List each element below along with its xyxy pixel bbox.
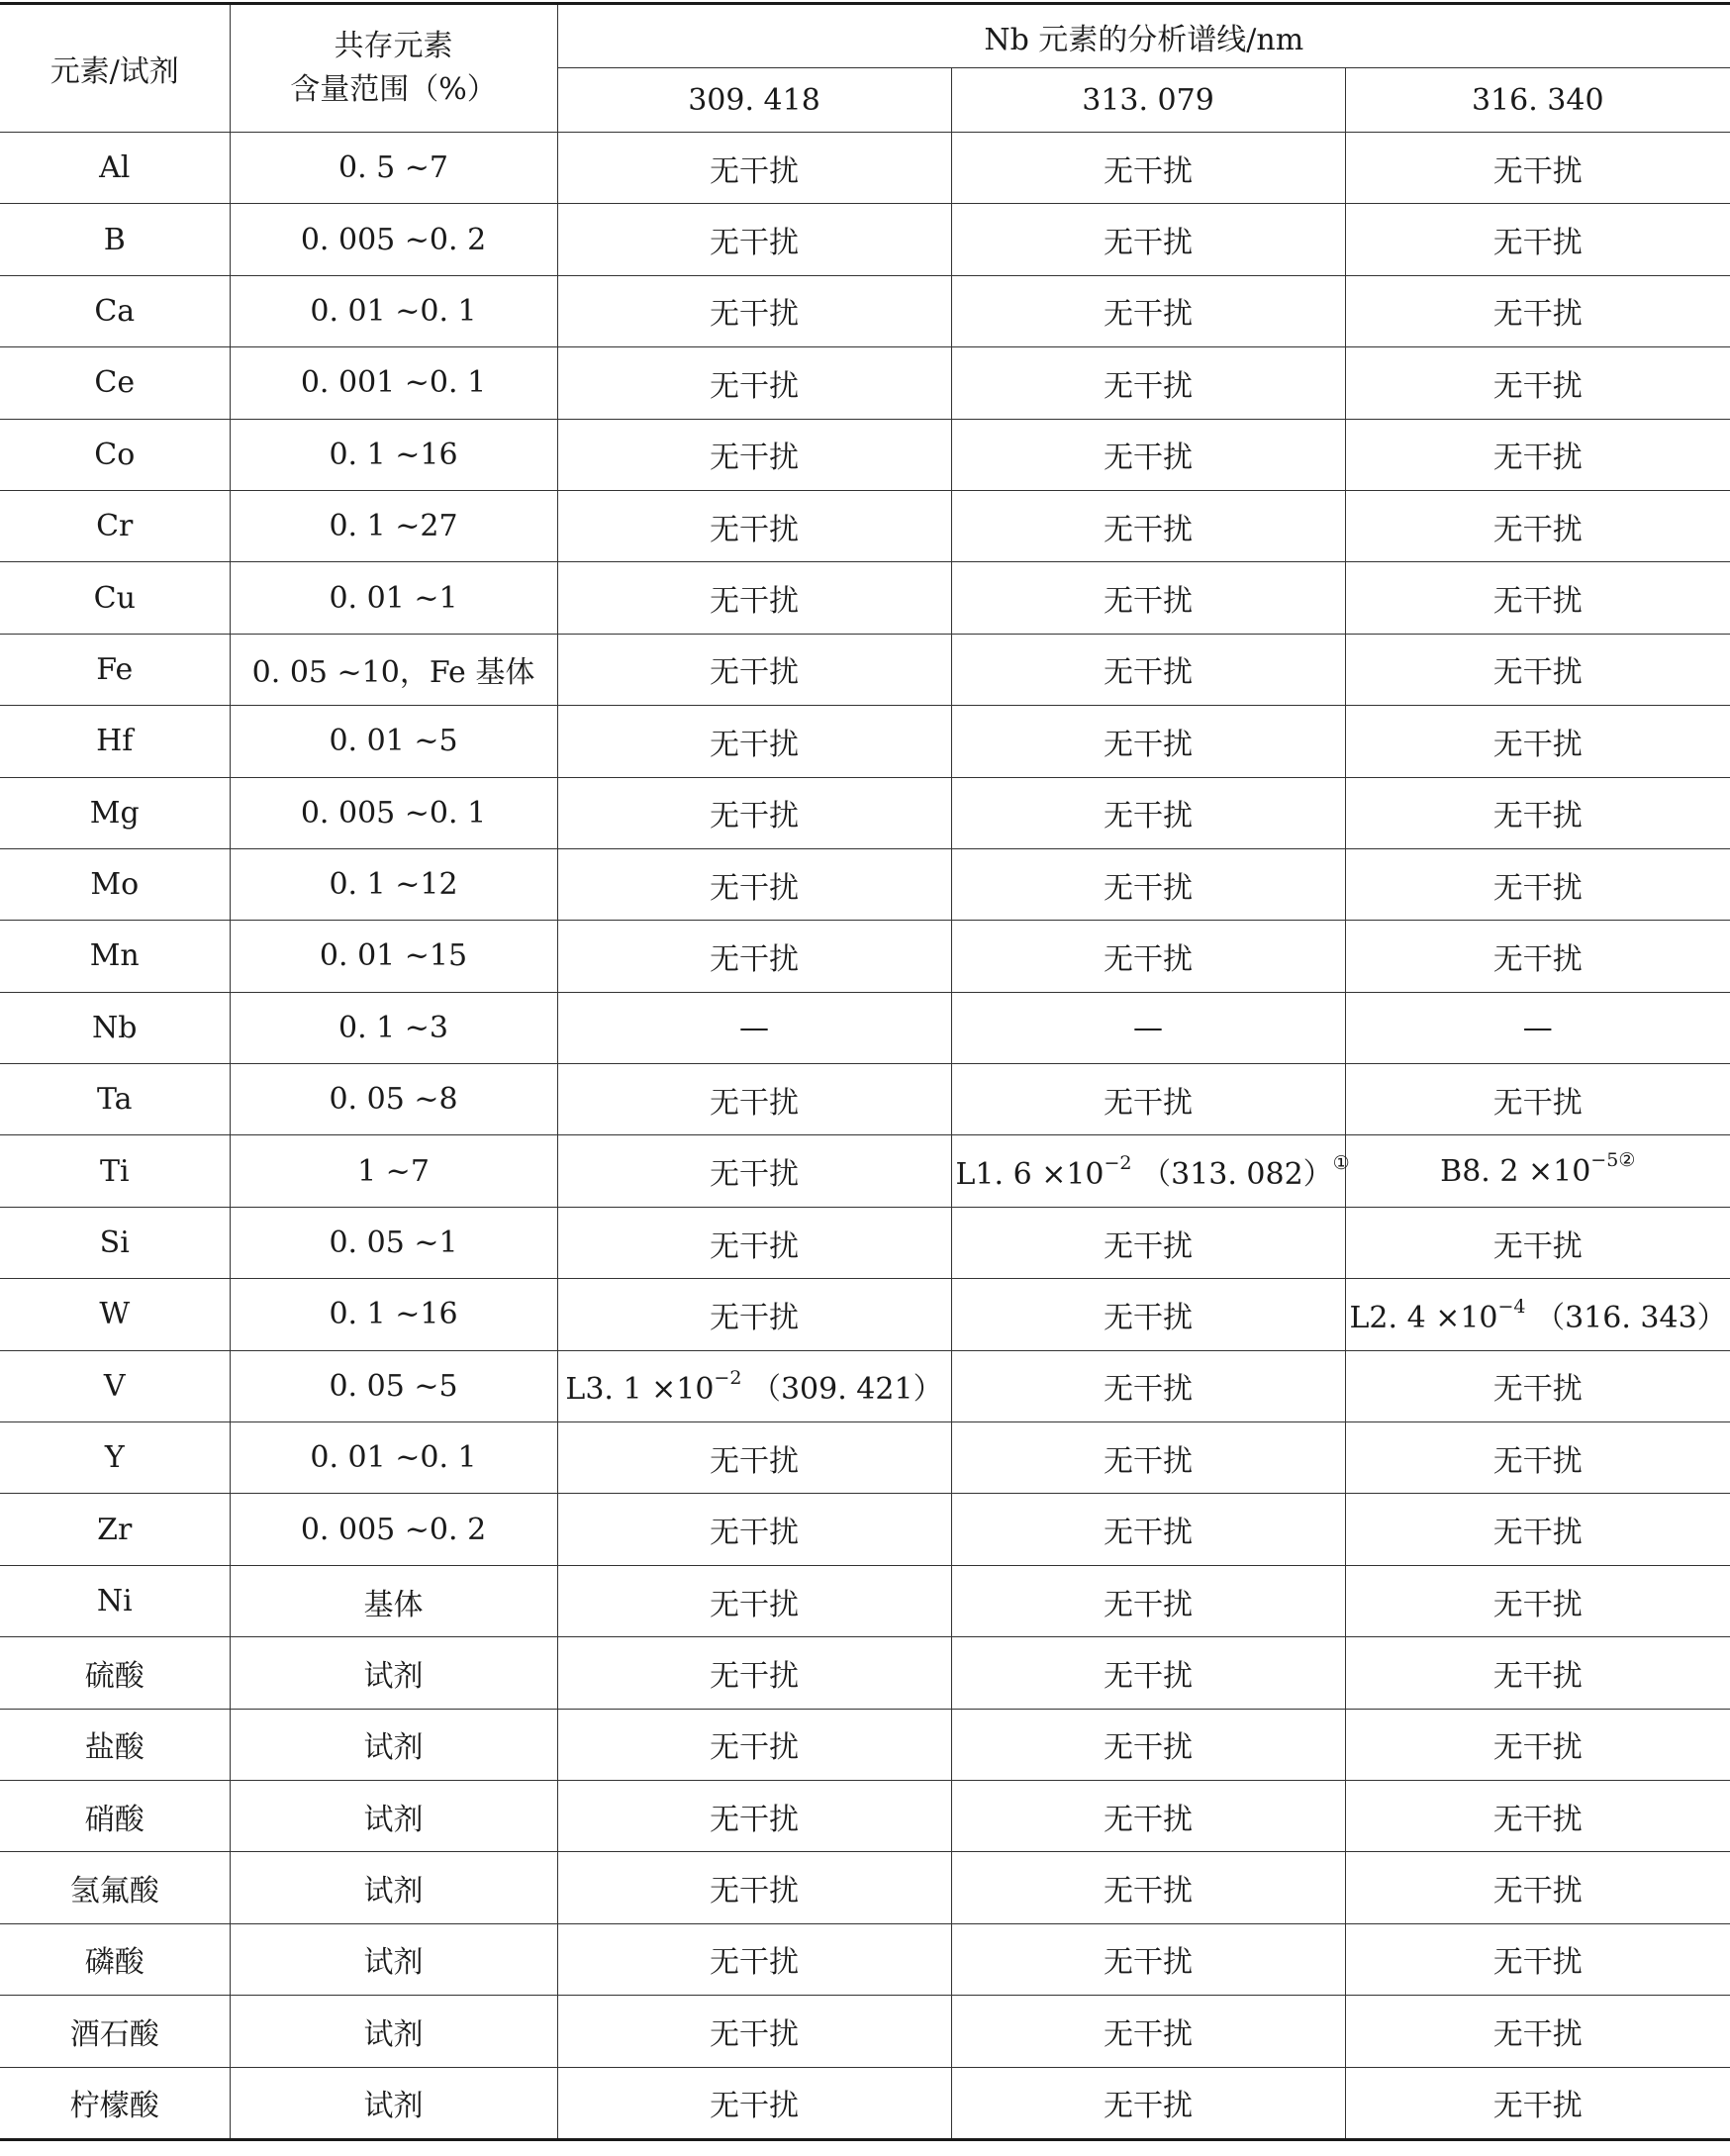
cell-interference-1: 无干扰 — [557, 1207, 951, 1278]
cell-interference-2: 无干扰 — [951, 921, 1345, 992]
cell-interference-3: 无干扰 — [1345, 419, 1730, 490]
table-row — [0, 2067, 1730, 2139]
cell-interference-2: 无干扰 — [951, 204, 1345, 275]
header-wavelength: 316. 340 — [1345, 68, 1730, 133]
cell-content-range: 0. 1 ~16 — [230, 419, 557, 490]
cell-interference-3: 无干扰 — [1345, 275, 1730, 346]
cell-element: B — [0, 204, 230, 275]
cell-interference-1: 无干扰 — [557, 347, 951, 419]
cell-element: Mo — [0, 848, 230, 920]
cell-interference-3: 无干扰 — [1345, 133, 1730, 204]
cell-element: Mn — [0, 921, 230, 992]
cell-interference-2: 无干扰 — [951, 1064, 1345, 1135]
table-row — [0, 1207, 1730, 1278]
cell-element: Si — [0, 1207, 230, 1278]
interference-exponent: −5 — [1590, 1148, 1619, 1171]
header-wavelength: 313. 079 — [951, 68, 1345, 133]
cell-interference-3: 无干扰 — [1345, 1422, 1730, 1494]
cell-interference-1: 无干扰 — [557, 1279, 951, 1350]
cell-content-range: 0. 01 ~15 — [230, 921, 557, 992]
cell-element: 柠檬酸 — [0, 2067, 230, 2139]
cell-interference-2: 无干扰 — [951, 1279, 1345, 1350]
cell-content-range: 0. 1 ~16 — [230, 1279, 557, 1350]
cell-content-range: 试剂 — [230, 1923, 557, 1995]
cell-interference-3: 无干扰 — [1345, 562, 1730, 634]
interference-table — [0, 2, 1730, 2141]
cell-interference-2: 无干扰 — [951, 2067, 1345, 2139]
cell-element: Y — [0, 1422, 230, 1494]
table-row — [0, 1279, 1730, 1350]
cell-element: 酒石酸 — [0, 1996, 230, 2067]
cell-element: Ce — [0, 347, 230, 419]
cell-interference-3: 无干扰 — [1345, 848, 1730, 920]
cell-element: 盐酸 — [0, 1709, 230, 1780]
cell-content-range: 试剂 — [230, 1709, 557, 1780]
cell-interference-2 — [951, 1135, 1350, 1207]
cell-element: Ta — [0, 1064, 230, 1135]
cell-interference-3: — — [1345, 992, 1730, 1063]
cell-interference-1: 无干扰 — [557, 1852, 951, 1923]
cell-content-range: 0. 01 ~0. 1 — [230, 275, 557, 346]
cell-interference-3: 无干扰 — [1345, 1996, 1730, 2067]
cell-element: 磷酸 — [0, 1923, 230, 1995]
interference-wavelength: （309. 421） — [741, 1372, 943, 1408]
table-row — [0, 133, 1730, 204]
cell-interference-1: 无干扰 — [557, 2067, 951, 2139]
header-analysis-lines: Nb 元素的分析谱线/nm — [557, 4, 1730, 68]
header-wavelength: 309. 418 — [557, 68, 951, 133]
cell-interference-3: 无干扰 — [1345, 1565, 1730, 1636]
footnote-marker: ② — [1618, 1148, 1636, 1171]
cell-interference-3: 无干扰 — [1345, 1207, 1730, 1278]
cell-interference-1: 无干扰 — [557, 1064, 951, 1135]
table-row — [0, 777, 1730, 848]
table-row — [0, 1494, 1730, 1565]
interference-exponent: −4 — [1497, 1295, 1526, 1318]
cell-interference-3 — [1345, 1279, 1730, 1350]
cell-interference-1: 无干扰 — [557, 777, 951, 848]
cell-element: V — [0, 1350, 230, 1421]
cell-element: 氢氟酸 — [0, 1852, 230, 1923]
cell-interference-3: 无干扰 — [1345, 1923, 1730, 1995]
header-element-reagent: 元素/试剂 — [0, 4, 230, 133]
cell-interference-1: 无干扰 — [557, 133, 951, 204]
cell-interference-2: 无干扰 — [951, 1350, 1345, 1421]
cell-element: Hf — [0, 706, 230, 777]
cell-interference-2: 无干扰 — [951, 706, 1345, 777]
interference-wavelength: （316. 343） — [1525, 1300, 1727, 1335]
cell-interference-2: 无干扰 — [951, 777, 1345, 848]
table-row — [0, 992, 1730, 1063]
cell-content-range: 0. 1 ~27 — [230, 490, 557, 561]
cell-content-range: 试剂 — [230, 2067, 557, 2139]
cell-element: Fe — [0, 634, 230, 705]
cell-interference-2: 无干扰 — [951, 1422, 1345, 1494]
cell-content-range: 试剂 — [230, 1996, 557, 2067]
table-row — [0, 1422, 1730, 1494]
cell-interference-3: 无干扰 — [1345, 1852, 1730, 1923]
cell-interference-1: 无干扰 — [557, 1996, 951, 2067]
cell-interference-3: 无干扰 — [1345, 1350, 1730, 1421]
interference-exponent: −2 — [714, 1367, 742, 1390]
cell-interference-1: 无干扰 — [557, 921, 951, 992]
cell-interference-3: 无干扰 — [1345, 1709, 1730, 1780]
table-row — [0, 1135, 1730, 1207]
table-row — [0, 706, 1730, 777]
table-row — [0, 1996, 1730, 2067]
cell-interference-3: 无干扰 — [1345, 1780, 1730, 1851]
interference-exponent: −2 — [1104, 1152, 1132, 1175]
cell-interference-2: 无干扰 — [951, 848, 1345, 920]
cell-interference-2: 无干扰 — [951, 1494, 1345, 1565]
cell-content-range: 0. 1 ~12 — [230, 848, 557, 920]
footnote-marker: ① — [1332, 1152, 1350, 1175]
cell-interference-3: 无干扰 — [1345, 347, 1730, 419]
table-row — [0, 1350, 1730, 1421]
cell-element: Zr — [0, 1494, 230, 1565]
cell-interference-2: 无干扰 — [951, 490, 1345, 561]
cell-interference-1: 无干扰 — [557, 1135, 951, 1207]
cell-interference-3: 无干扰 — [1345, 921, 1730, 992]
cell-interference-3: 无干扰 — [1345, 634, 1730, 705]
table-row — [0, 1780, 1730, 1851]
cell-element: Ca — [0, 275, 230, 346]
cell-element: Nb — [0, 992, 230, 1063]
cell-content-range: 0. 005 ~0. 1 — [230, 777, 557, 848]
cell-element: 硝酸 — [0, 1780, 230, 1851]
cell-element: Ni — [0, 1565, 230, 1636]
cell-interference-1: 无干扰 — [557, 1565, 951, 1636]
cell-interference-3: 无干扰 — [1345, 490, 1730, 561]
cell-element: 硫酸 — [0, 1637, 230, 1709]
cell-interference-1: 无干扰 — [557, 562, 951, 634]
cell-interference-2: 无干扰 — [951, 1709, 1345, 1780]
table-row — [0, 562, 1730, 634]
cell-interference-1: 无干扰 — [557, 1494, 951, 1565]
interference-coefficient: L3. 1 ×10 — [565, 1372, 715, 1408]
cell-interference-3: 无干扰 — [1345, 2067, 1730, 2139]
cell-interference-3: 无干扰 — [1345, 1064, 1730, 1135]
cell-content-range: 0. 001 ~0. 1 — [230, 347, 557, 419]
cell-element: Cu — [0, 562, 230, 634]
cell-interference-3 — [1345, 1135, 1730, 1207]
table-row — [0, 1923, 1730, 1995]
cell-interference-2: 无干扰 — [951, 1207, 1345, 1278]
table-row — [0, 848, 1730, 920]
header-range-line2: 含量范围（%） — [290, 72, 497, 107]
header-range-line1: 共存元素 — [334, 29, 453, 63]
cell-interference-3: 无干扰 — [1345, 204, 1730, 275]
cell-content-range: 0. 005 ~0. 2 — [230, 1494, 557, 1565]
table-header — [0, 4, 1730, 133]
cell-interference-2: 无干扰 — [951, 1923, 1345, 1995]
cell-interference-1: 无干扰 — [557, 1923, 951, 1995]
cell-interference-1: 无干扰 — [557, 490, 951, 561]
cell-interference-2: 无干扰 — [951, 1637, 1345, 1709]
cell-interference-1: 无干扰 — [557, 1637, 951, 1709]
table-row — [0, 490, 1730, 561]
table-row — [0, 347, 1730, 419]
header-row-1 — [0, 4, 1730, 68]
cell-content-range: 0. 01 ~5 — [230, 706, 557, 777]
cell-content-range: 试剂 — [230, 1852, 557, 1923]
cell-content-range: 0. 5 ~7 — [230, 133, 557, 204]
cell-content-range: 0. 01 ~0. 1 — [230, 1422, 557, 1494]
cell-interference-1: 无干扰 — [557, 204, 951, 275]
interference-wavelength: （313. 082） — [1131, 1157, 1333, 1193]
cell-interference-3: 无干扰 — [1345, 1637, 1730, 1709]
cell-interference-2: 无干扰 — [951, 347, 1345, 419]
cell-interference-2: 无干扰 — [951, 634, 1345, 705]
cell-content-range: 基体 — [230, 1565, 557, 1636]
cell-content-range: 0. 005 ~0. 2 — [230, 204, 557, 275]
cell-interference-2: 无干扰 — [951, 562, 1345, 634]
cell-interference-2: 无干扰 — [951, 1565, 1345, 1636]
cell-content-range: 试剂 — [230, 1780, 557, 1851]
table-row — [0, 275, 1730, 346]
interference-coefficient: L1. 6 ×10 — [955, 1157, 1105, 1193]
cell-interference-1: — — [557, 992, 951, 1063]
table-row — [0, 1565, 1730, 1636]
cell-interference-3: 无干扰 — [1345, 706, 1730, 777]
table-row — [0, 419, 1730, 490]
cell-interference-2: 无干扰 — [951, 1780, 1345, 1851]
cell-content-range: 0. 05 ~1 — [230, 1207, 557, 1278]
cell-interference-3: 无干扰 — [1345, 1494, 1730, 1565]
cell-interference-2: 无干扰 — [951, 275, 1345, 346]
cell-content-range: 1 ~7 — [230, 1135, 557, 1207]
interference-coefficient: L2. 4 ×10 — [1349, 1300, 1498, 1335]
cell-interference-1: 无干扰 — [557, 1780, 951, 1851]
cell-interference-1: 无干扰 — [557, 706, 951, 777]
table-row — [0, 1064, 1730, 1135]
table-row — [0, 204, 1730, 275]
cell-interference-1: 无干扰 — [557, 1709, 951, 1780]
cell-content-range: 0. 05 ~10，Fe 基体 — [230, 634, 557, 705]
table-body — [0, 133, 1730, 2140]
interference-coefficient: B8. 2 ×10 — [1440, 1153, 1591, 1189]
cell-interference-2: 无干扰 — [951, 419, 1345, 490]
cell-content-range: 试剂 — [230, 1637, 557, 1709]
cell-element: Co — [0, 419, 230, 490]
cell-interference-1: 无干扰 — [557, 419, 951, 490]
cell-content-range: 0. 01 ~1 — [230, 562, 557, 634]
cell-interference-3: 无干扰 — [1345, 777, 1730, 848]
cell-interference-2: 无干扰 — [951, 133, 1345, 204]
cell-element: Ti — [0, 1135, 230, 1207]
header-content-range — [230, 4, 557, 133]
cell-interference-1: 无干扰 — [557, 848, 951, 920]
cell-content-range: 0. 1 ~3 — [230, 992, 557, 1063]
cell-content-range: 0. 05 ~5 — [230, 1350, 557, 1421]
table-row — [0, 1637, 1730, 1709]
table-row — [0, 1709, 1730, 1780]
cell-interference-1 — [557, 1350, 951, 1421]
table-row — [0, 634, 1730, 705]
cell-interference-2: — — [951, 992, 1345, 1063]
cell-interference-1: 无干扰 — [557, 634, 951, 705]
table-row — [0, 921, 1730, 992]
cell-element: W — [0, 1279, 230, 1350]
cell-interference-1: 无干扰 — [557, 1422, 951, 1494]
cell-interference-2: 无干扰 — [951, 1852, 1345, 1923]
table-row — [0, 1852, 1730, 1923]
cell-element: Cr — [0, 490, 230, 561]
cell-content-range: 0. 05 ~8 — [230, 1064, 557, 1135]
cell-interference-1: 无干扰 — [557, 275, 951, 346]
cell-element: Al — [0, 133, 230, 204]
cell-element: Mg — [0, 777, 230, 848]
cell-interference-2: 无干扰 — [951, 1996, 1345, 2067]
